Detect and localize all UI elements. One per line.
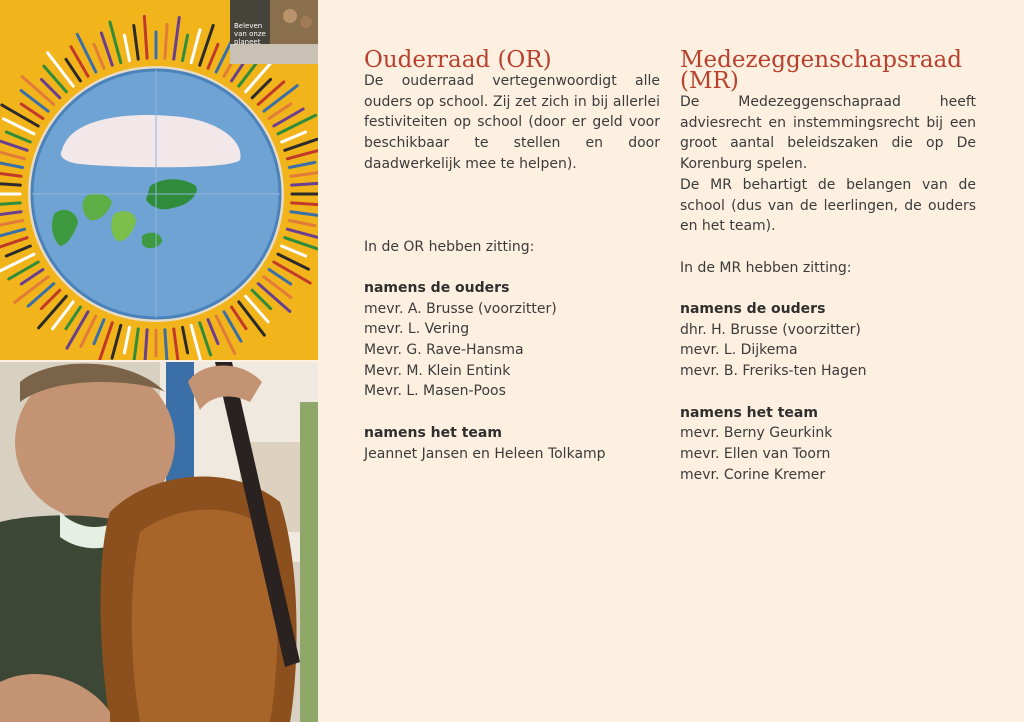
globe-artwork-photo [0,0,318,360]
ouderraad-team-member: Jeannet Jansen en Heleen Tolkamp [364,445,606,462]
medezeggenschapsraad-intro-2: De MR behartigt de belangen van de school (dus van de leerlingen, de ouders en het team). [680,176,976,235]
medezeggenschapsraad-parent-member: dhr. H. Brusse (voorzitter) [680,321,861,338]
ouderraad-parent-member: Mevr. G. Rave-Hansma [364,342,524,359]
cello-player-photo [0,362,318,722]
medezeggenschapsraad-section [680,47,976,485]
ouderraad-parent-member: Mevr. L. Masen-Poos [364,383,506,400]
cello-player-illustration [0,362,318,722]
ouderraad-parents-heading: namens de ouders [364,279,510,296]
medezeggenschapsraad-zitting: In de MR hebben zitting: [680,259,852,276]
poster-text: Beleven van onze planeet [234,22,266,46]
medezeggenschapsraad-parent-member: mevr. B. Freriks-ten Hagen [680,363,867,380]
ouderraad-section [364,47,660,464]
ouderraad-zitting: In de OR hebben zitting: [364,238,535,255]
medezeggenschapsraad-parents-heading: namens de ouders [680,301,826,317]
ouderraad-intro: De ouderraad vertegenwoordigt alle ouders op school. Zij zet zich in bij allerlei festiviteiten op school (door er geld voor beschikbaar te stellen en door daadwerkelijk mee te helpen). [364,73,660,172]
ouderraad-parent-member: Mevr. M. Klein Entink [364,362,511,379]
medezeggenschapsraad-heading: Medezeggenschapsraad (MR) [680,47,962,94]
ouderraad-team-heading: namens het team [364,424,502,441]
poster-label [230,0,318,64]
medezeggenschapsraad-parent-member: mevr. L. Dijkema [680,342,798,359]
medezeggenschapsraad-team-member: mevr. Corine Kremer [680,466,826,483]
ouderraad-heading: Ouderraad (OR) [364,47,552,73]
medezeggenschapsraad-team-member: mevr. Ellen van Toorn [680,445,831,462]
ouderraad-parent-member: mevr. A. Brusse (voorzitter) [364,300,557,317]
medezeggenschapsraad-team-member: mevr. Berny Geurkink [680,425,833,442]
medezeggenschapsraad-team-heading: namens het team [680,404,818,421]
ouderraad-parent-member: mevr. L. Vering [364,321,470,338]
medezeggenschapsraad-intro-1: De Medezeggenschapraad heeft adviesrecht en instemmingsrecht bij een groot aantal beleidszaken die op De Korenburg spelen. [680,94,976,173]
